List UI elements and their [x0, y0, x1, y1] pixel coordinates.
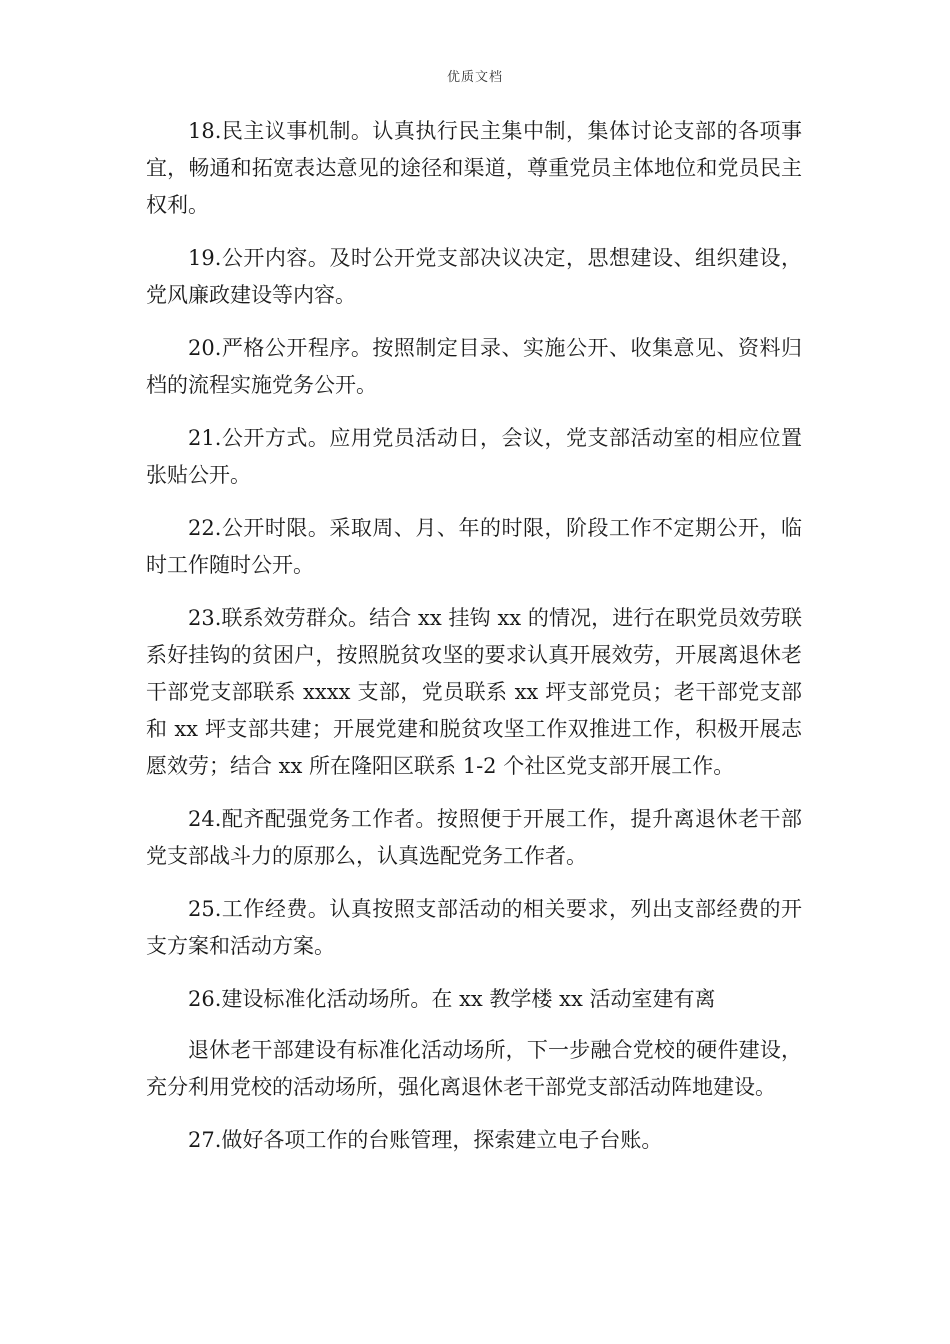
paragraph-22: 22.公开时限。采取周、月、年的时限，阶段工作不定期公开，临时工作随时公开。 [146, 516, 802, 577]
paragraph-23: 23.联系效劳群众。结合 xx 挂钩 xx 的情况，进行在职党员效劳联系好挂钩的贫困户，按照脱贫攻坚的要求认真开展效劳，开展离退休老干部党支部联系 xxxx 支部，党员联系 xx 坪支部党员；老干部党支部和 xx 坪支部共建；开展党建和脱贫攻坚工作双推进工作，积极开展志愿效劳；结合 xx 所在隆阳区联系 1-2 个社区党支部开展工作。 [146, 606, 802, 778]
document-body [146, 113, 802, 1175]
paragraph-25: 25.工作经费。认真按照支部活动的相关要求，列出支部经费的开支方案和活动方案。 [146, 897, 802, 958]
paragraph-27: 27.做好各项工作的台账管理，探索建立电子台账。 [188, 1128, 663, 1152]
paragraph-21: 21.公开方式。应用党员活动日，会议，党支部活动室的相应位置张贴公开。 [146, 426, 802, 487]
page-header: 优质文档 [446, 70, 503, 85]
paragraph-19: 19.公开内容。及时公开党支部决议决定，思想建设、组织建设，党风廉政建设等内容。 [146, 246, 802, 307]
paragraph-18: 18.民主议事机制。认真执行民主集中制，集体讨论支部的各项事宜，畅通和拓宽表达意见的途径和渠道，尊重党员主体地位和党员民主权利。 [146, 119, 802, 217]
paragraph-24: 24.配齐配强党务工作者。按照便于开展工作，提升离退休老干部党支部战斗力的原那么，认真选配党务工作者。 [146, 807, 802, 868]
paragraph-26: 26.建设标准化活动场所。在 xx 教学楼 xx 活动室建有离 [188, 987, 716, 1011]
paragraph-20: 20.严格公开程序。按照制定目录、实施公开、收集意见、资料归档的流程实施党务公开。 [146, 336, 802, 397]
paragraph-26-continued: 退休老干部建设有标准化活动场所，下一步融合党校的硬件建设，充分利用党校的活动场所，强化离退休老干部党支部活动阵地建设。 [146, 1038, 802, 1099]
